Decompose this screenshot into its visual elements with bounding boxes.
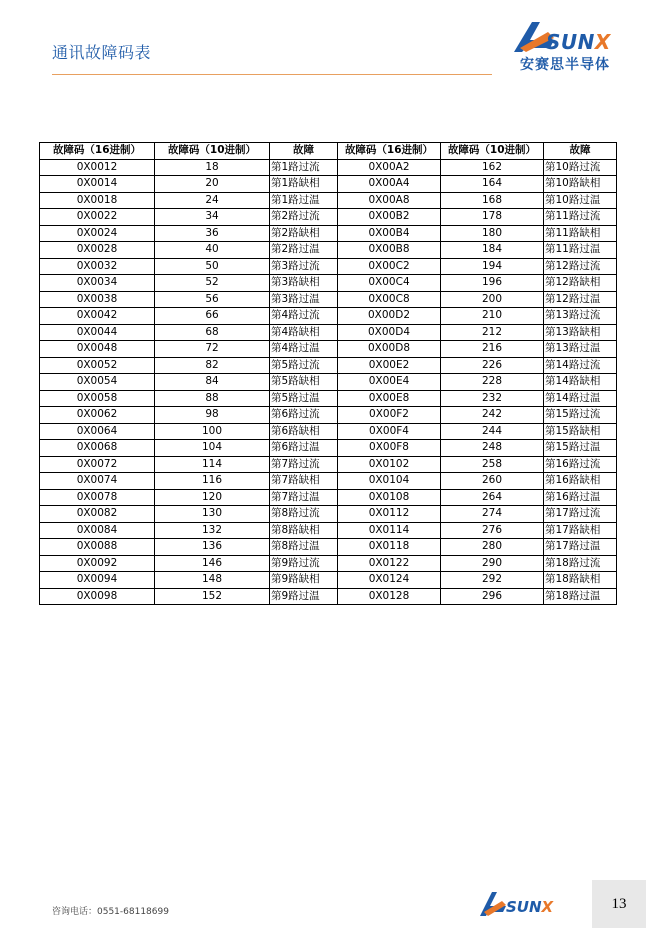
table-cell: 0X0052 (40, 357, 155, 374)
table-cell: 第4路缺相 (270, 324, 338, 341)
table-cell: 264 (441, 489, 544, 506)
table-cell: 216 (441, 341, 544, 358)
table-cell: 0X0094 (40, 572, 155, 589)
table-cell: 290 (441, 555, 544, 572)
table-cell: 52 (155, 275, 270, 292)
table-cell: 184 (441, 242, 544, 259)
table-cell: 0X00E2 (338, 357, 441, 374)
table-cell: 第14路缺相 (544, 374, 617, 391)
table-cell: 0X00C8 (338, 291, 441, 308)
table-cell: 34 (155, 209, 270, 226)
table-cell: 292 (441, 572, 544, 589)
table-cell: 36 (155, 225, 270, 242)
table-cell: 0X0068 (40, 440, 155, 457)
table-cell: 第6路缺相 (270, 423, 338, 440)
table-cell: 0X0022 (40, 209, 155, 226)
table-cell: 24 (155, 192, 270, 209)
header-fault-2: 故障 (544, 143, 617, 160)
table-cell: 0X0122 (338, 555, 441, 572)
table-cell: 0X0102 (338, 456, 441, 473)
contact-phone: 咨询电话：0551-68118699 (52, 907, 169, 917)
table-cell: 68 (155, 324, 270, 341)
table-body (40, 159, 617, 605)
footer-logo-wordmark: SUNX (506, 898, 554, 916)
table-cell: 第2路过温 (270, 242, 338, 259)
table-cell: 104 (155, 440, 270, 457)
table-cell: 0X0014 (40, 176, 155, 193)
table-row (40, 324, 617, 341)
header-dec-code: 故障码（10进制） (155, 143, 270, 160)
table-cell: 第17路过流 (544, 506, 617, 523)
table-cell: 0X00E4 (338, 374, 441, 391)
table-cell: 第14路过流 (544, 357, 617, 374)
table-cell: 56 (155, 291, 270, 308)
table-row (40, 489, 617, 506)
table-cell: 0X0104 (338, 473, 441, 490)
table-cell: 第17路过温 (544, 539, 617, 556)
table-cell: 第18路过温 (544, 588, 617, 605)
table-cell: 第1路缺相 (270, 176, 338, 193)
table-cell: 0X00F4 (338, 423, 441, 440)
table-cell: 276 (441, 522, 544, 539)
table-cell: 第8路缺相 (270, 522, 338, 539)
table-cell: 180 (441, 225, 544, 242)
table-cell: 第5路缺相 (270, 374, 338, 391)
table-cell: 第4路过流 (270, 308, 338, 325)
table-cell: 第10路过温 (544, 192, 617, 209)
fault-code-table (39, 142, 617, 605)
logo-company-name: 安赛思半导体 (520, 57, 610, 73)
table-cell: 0X0062 (40, 407, 155, 424)
table-cell: 0X0018 (40, 192, 155, 209)
table-cell: 0X00A2 (338, 159, 441, 176)
table-cell: 210 (441, 308, 544, 325)
table-cell: 0X00B4 (338, 225, 441, 242)
table-cell: 116 (155, 473, 270, 490)
table-cell: 0X0028 (40, 242, 155, 259)
table-cell: 194 (441, 258, 544, 275)
table-row (40, 423, 617, 440)
table-row (40, 572, 617, 589)
table-row (40, 522, 617, 539)
table-cell: 260 (441, 473, 544, 490)
header-dec-code-2: 故障码（10进制） (441, 143, 544, 160)
table-cell: 第6路过温 (270, 440, 338, 457)
table-cell: 第1路过流 (270, 159, 338, 176)
table-cell: 第3路过流 (270, 258, 338, 275)
table-cell: 0X0084 (40, 522, 155, 539)
table-cell: 0X0058 (40, 390, 155, 407)
table-row (40, 159, 617, 176)
table-cell: 第12路过流 (544, 258, 617, 275)
table-cell: 228 (441, 374, 544, 391)
table-cell: 第16路过温 (544, 489, 617, 506)
header-divider (52, 74, 492, 75)
table-cell: 第9路过温 (270, 588, 338, 605)
table-cell: 第10路过流 (544, 159, 617, 176)
table-cell: 第8路过温 (270, 539, 338, 556)
table-cell: 0X00F8 (338, 440, 441, 457)
table-cell: 136 (155, 539, 270, 556)
table-cell: 第15路缺相 (544, 423, 617, 440)
table-row (40, 291, 617, 308)
table-header-row (40, 143, 617, 160)
table-cell: 0X0078 (40, 489, 155, 506)
table-row (40, 242, 617, 259)
table-cell: 第14路过温 (544, 390, 617, 407)
table-cell: 40 (155, 242, 270, 259)
table-cell: 0X00E8 (338, 390, 441, 407)
table-cell: 0X0074 (40, 473, 155, 490)
table-cell: 212 (441, 324, 544, 341)
logo-wordmark: SUNX (546, 30, 611, 54)
table-cell: 226 (441, 357, 544, 374)
table-cell: 0X0114 (338, 522, 441, 539)
table-row (40, 555, 617, 572)
table-row (40, 225, 617, 242)
page-number-box (592, 880, 646, 928)
table-cell: 第2路缺相 (270, 225, 338, 242)
table-cell: 第13路过流 (544, 308, 617, 325)
table-cell: 第11路过温 (544, 242, 617, 259)
table-row (40, 275, 617, 292)
table-cell: 88 (155, 390, 270, 407)
table-cell: 0X0038 (40, 291, 155, 308)
table-cell: 0X0054 (40, 374, 155, 391)
table-cell: 第11路过流 (544, 209, 617, 226)
table-cell: 0X0012 (40, 159, 155, 176)
table-cell: 第6路过流 (270, 407, 338, 424)
page-title: 通讯故障码表 (52, 43, 152, 62)
header-fault: 故障 (270, 143, 338, 160)
table-row (40, 308, 617, 325)
table-cell: 152 (155, 588, 270, 605)
table-cell: 0X0034 (40, 275, 155, 292)
table-row (40, 440, 617, 457)
table-cell: 第17路缺相 (544, 522, 617, 539)
table-cell: 120 (155, 489, 270, 506)
table-cell: 66 (155, 308, 270, 325)
table-row (40, 473, 617, 490)
table-cell: 第11路缺相 (544, 225, 617, 242)
table-cell: 114 (155, 456, 270, 473)
table-cell: 0X0064 (40, 423, 155, 440)
table-cell: 第9路缺相 (270, 572, 338, 589)
table-cell: 0X00D8 (338, 341, 441, 358)
table-cell: 0X00D4 (338, 324, 441, 341)
table-cell: 0X0128 (338, 588, 441, 605)
table-cell: 第12路缺相 (544, 275, 617, 292)
table-cell: 196 (441, 275, 544, 292)
table-cell: 0X00D2 (338, 308, 441, 325)
table-cell: 第13路缺相 (544, 324, 617, 341)
table-cell: 130 (155, 506, 270, 523)
table-cell: 244 (441, 423, 544, 440)
table-cell: 98 (155, 407, 270, 424)
table-cell: 第4路过温 (270, 341, 338, 358)
table-cell: 258 (441, 456, 544, 473)
table-cell: 第3路过温 (270, 291, 338, 308)
table-cell: 0X00A4 (338, 176, 441, 193)
header-hex-code: 故障码（16进制） (40, 143, 155, 160)
table-cell: 274 (441, 506, 544, 523)
table-cell: 第7路过流 (270, 456, 338, 473)
table-row (40, 506, 617, 523)
table-cell: 0X0072 (40, 456, 155, 473)
table-row (40, 539, 617, 556)
table-cell: 100 (155, 423, 270, 440)
table-cell: 第7路过温 (270, 489, 338, 506)
table-cell: 第9路过流 (270, 555, 338, 572)
table-cell: 18 (155, 159, 270, 176)
table-cell: 0X00C2 (338, 258, 441, 275)
table-cell: 84 (155, 374, 270, 391)
table-cell: 280 (441, 539, 544, 556)
table-row (40, 192, 617, 209)
table-cell: 第16路缺相 (544, 473, 617, 490)
table-cell: 0X0118 (338, 539, 441, 556)
table-cell: 0X00B2 (338, 209, 441, 226)
table-row (40, 209, 617, 226)
table-cell: 0X0092 (40, 555, 155, 572)
table-cell: 第1路过温 (270, 192, 338, 209)
table-cell: 第8路过流 (270, 506, 338, 523)
page-number: 13 (611, 896, 627, 912)
table-row (40, 374, 617, 391)
table-cell: 第16路过流 (544, 456, 617, 473)
table-cell: 0X0082 (40, 506, 155, 523)
table-row (40, 341, 617, 358)
table-cell: 200 (441, 291, 544, 308)
table-cell: 242 (441, 407, 544, 424)
table-row (40, 407, 617, 424)
table-cell: 0X0108 (338, 489, 441, 506)
table-cell: 148 (155, 572, 270, 589)
table-cell: 第15路过流 (544, 407, 617, 424)
table-cell: 第10路缺相 (544, 176, 617, 193)
table-cell: 132 (155, 522, 270, 539)
table-cell: 0X00B8 (338, 242, 441, 259)
table-cell: 0X00F2 (338, 407, 441, 424)
table-cell: 232 (441, 390, 544, 407)
table-cell: 第13路过温 (544, 341, 617, 358)
table-cell: 296 (441, 588, 544, 605)
table-cell: 0X0112 (338, 506, 441, 523)
table-cell: 第5路过温 (270, 390, 338, 407)
table-cell: 0X0024 (40, 225, 155, 242)
table-cell: 248 (441, 440, 544, 457)
table-cell: 178 (441, 209, 544, 226)
table-cell: 0X0048 (40, 341, 155, 358)
table-row (40, 588, 617, 605)
table-cell: 第18路过流 (544, 555, 617, 572)
table-row (40, 258, 617, 275)
table-cell: 0X0098 (40, 588, 155, 605)
footer-logo (478, 888, 568, 922)
table-cell: 第18路缺相 (544, 572, 617, 589)
table-cell: 第2路过流 (270, 209, 338, 226)
table-cell: 162 (441, 159, 544, 176)
table-cell: 20 (155, 176, 270, 193)
table-cell: 72 (155, 341, 270, 358)
table-cell: 0X00A8 (338, 192, 441, 209)
table-row (40, 456, 617, 473)
table-cell: 第7路缺相 (270, 473, 338, 490)
table-cell: 第15路过温 (544, 440, 617, 457)
table-cell: 146 (155, 555, 270, 572)
table-cell: 0X0044 (40, 324, 155, 341)
table-cell: 0X0088 (40, 539, 155, 556)
table-cell: 0X0124 (338, 572, 441, 589)
table-cell: 82 (155, 357, 270, 374)
table-row (40, 176, 617, 193)
table-cell: 第5路过流 (270, 357, 338, 374)
company-logo (510, 18, 630, 74)
table-cell: 0X00C4 (338, 275, 441, 292)
table-cell: 0X0042 (40, 308, 155, 325)
table-row (40, 357, 617, 374)
header-hex-code-2: 故障码（16进制） (338, 143, 441, 160)
table-cell: 0X0032 (40, 258, 155, 275)
table-row (40, 390, 617, 407)
table-cell: 164 (441, 176, 544, 193)
table-cell: 第3路缺相 (270, 275, 338, 292)
table-cell: 168 (441, 192, 544, 209)
table-cell: 第12路过温 (544, 291, 617, 308)
table-cell: 50 (155, 258, 270, 275)
